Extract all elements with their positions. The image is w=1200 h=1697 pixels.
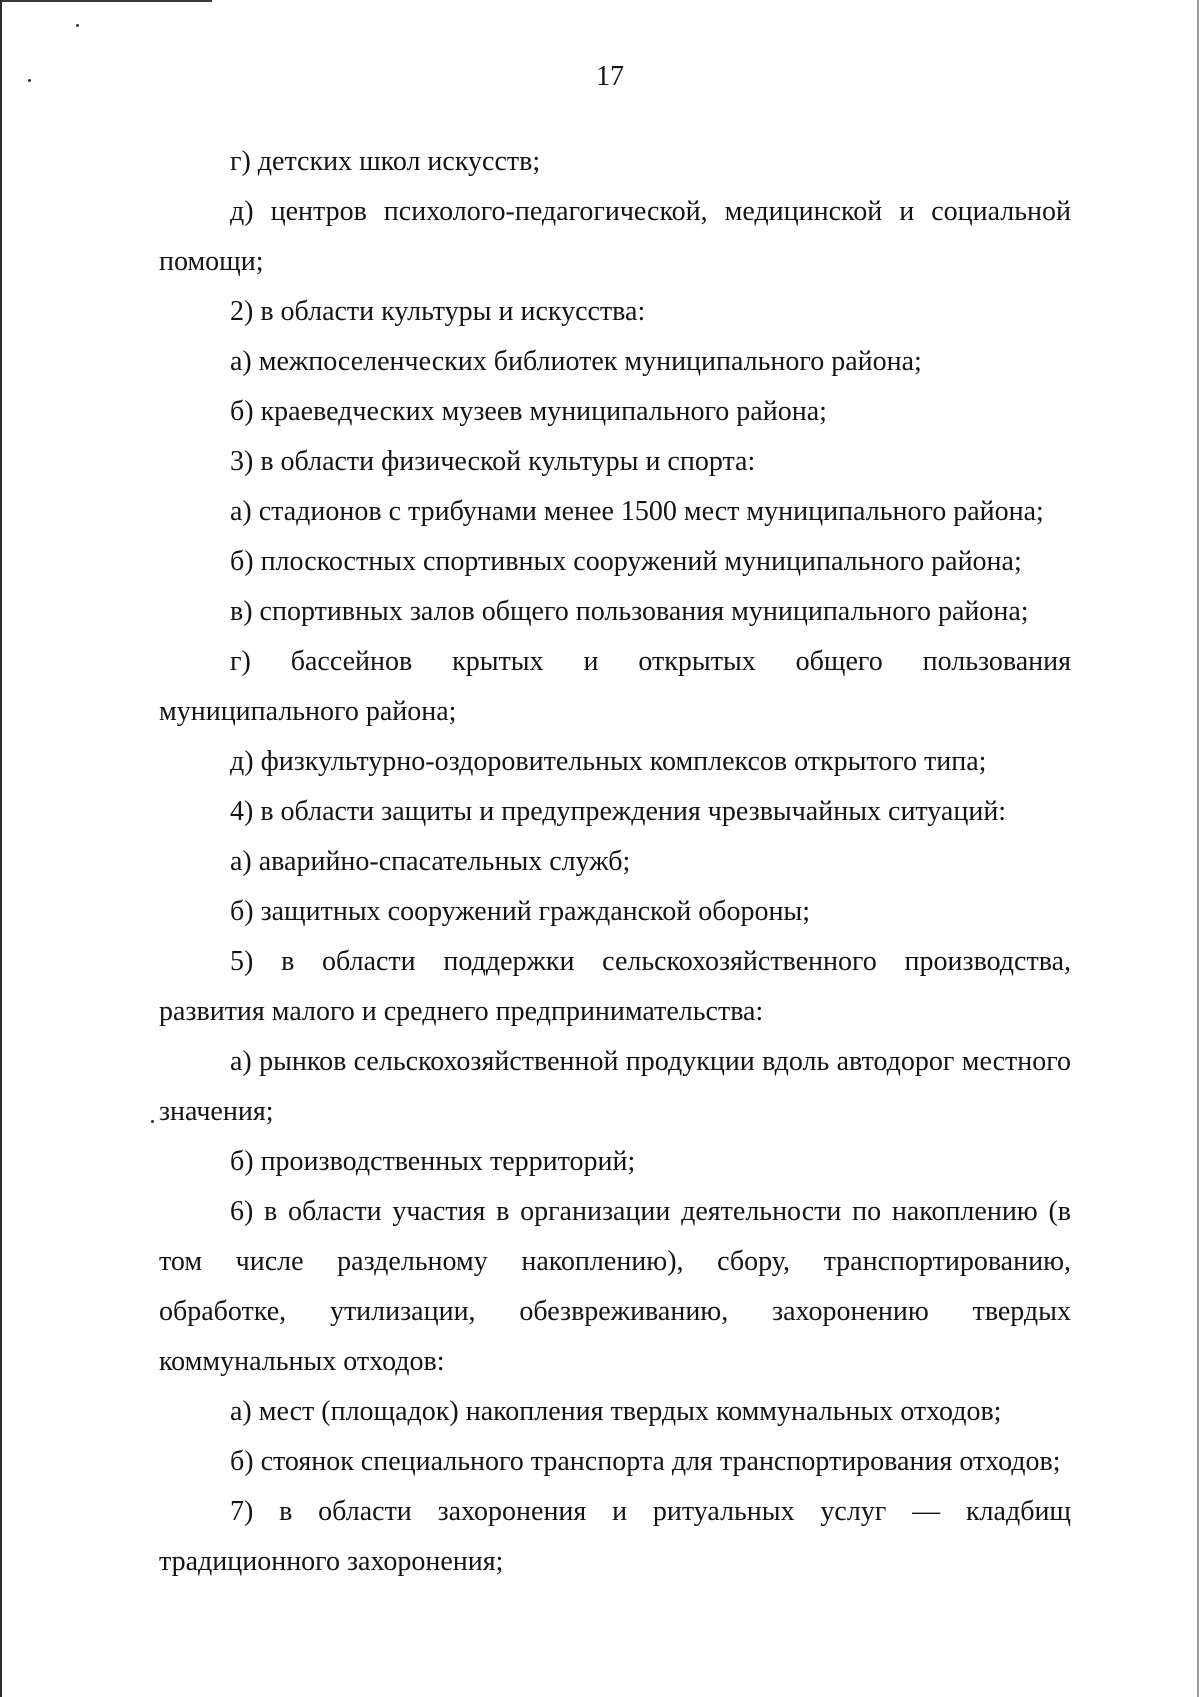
paragraph: 5) в области поддержки сельскохозяйственного производства, развития малого и среднего предпринимательства: [159,946,1071,1027]
scan-edge-right [1197,0,1199,1697]
paragraph: б) защитных сооружений гражданской обороны; [230,896,811,927]
scan-speck [151,1120,154,1123]
paragraph: д) физкультурно-оздоровительных комплексов открытого типа; [230,746,987,777]
document-body [159,137,1071,1587]
paragraph: г) детских школ искусств; [230,146,541,177]
paragraph: 2) в области культуры и искусства: [230,296,646,327]
scan-edge-left [0,0,2,1697]
paragraph: 3) в области физической культуры и спорта: [230,446,756,477]
paragraph: а) рынков сельскохозяйственной продукции вдоль автодорог местного значения; [159,1046,1071,1127]
paragraph: 4) в области защиты и предупреждения чрезвычайных ситуаций: [230,796,1007,827]
paragraph: а) мест (площадок) накопления твердых коммунальных отходов; [230,1396,1002,1427]
paragraph: г) бассейнов крытых и открытых общего пользования муниципального района; [159,646,1071,727]
paragraph: 7) в области захоронения и ритуальных услуг — кладбищ традиционного захоронения; [159,1496,1071,1577]
page-number: 17 [596,61,624,92]
paragraph: б) плоскостных спортивных сооружений муниципального района; [230,546,1022,577]
paragraph: б) краеведческих музеев муниципального района; [230,396,827,427]
paragraph: 6) в области участия в организации деятельности по накоплению (в том числе раздельному накоплению), сбору, транспортированию, обработке, утилизации, обезвреживанию, захоронению твердых коммунальных отходов: [159,1196,1071,1377]
paragraph: а) межпоселенческих библиотек муниципального района; [230,346,922,377]
paragraph: а) стадионов с трибунами менее 1500 мест муниципального района; [230,496,1044,527]
paragraph: б) производственных территорий; [230,1146,636,1177]
paragraph: в) спортивных залов общего пользования муниципального района; [230,596,1029,627]
paragraph: д) центров психолого-педагогической, медицинской и социальной помощи; [159,196,1071,277]
paragraph: б) стоянок специального транспорта для транспортирования отходов; [230,1446,1061,1477]
paragraph: а) аварийно-спасательных служб; [230,846,631,877]
scan-speck [76,24,79,27]
scan-edge-top [0,0,212,2]
